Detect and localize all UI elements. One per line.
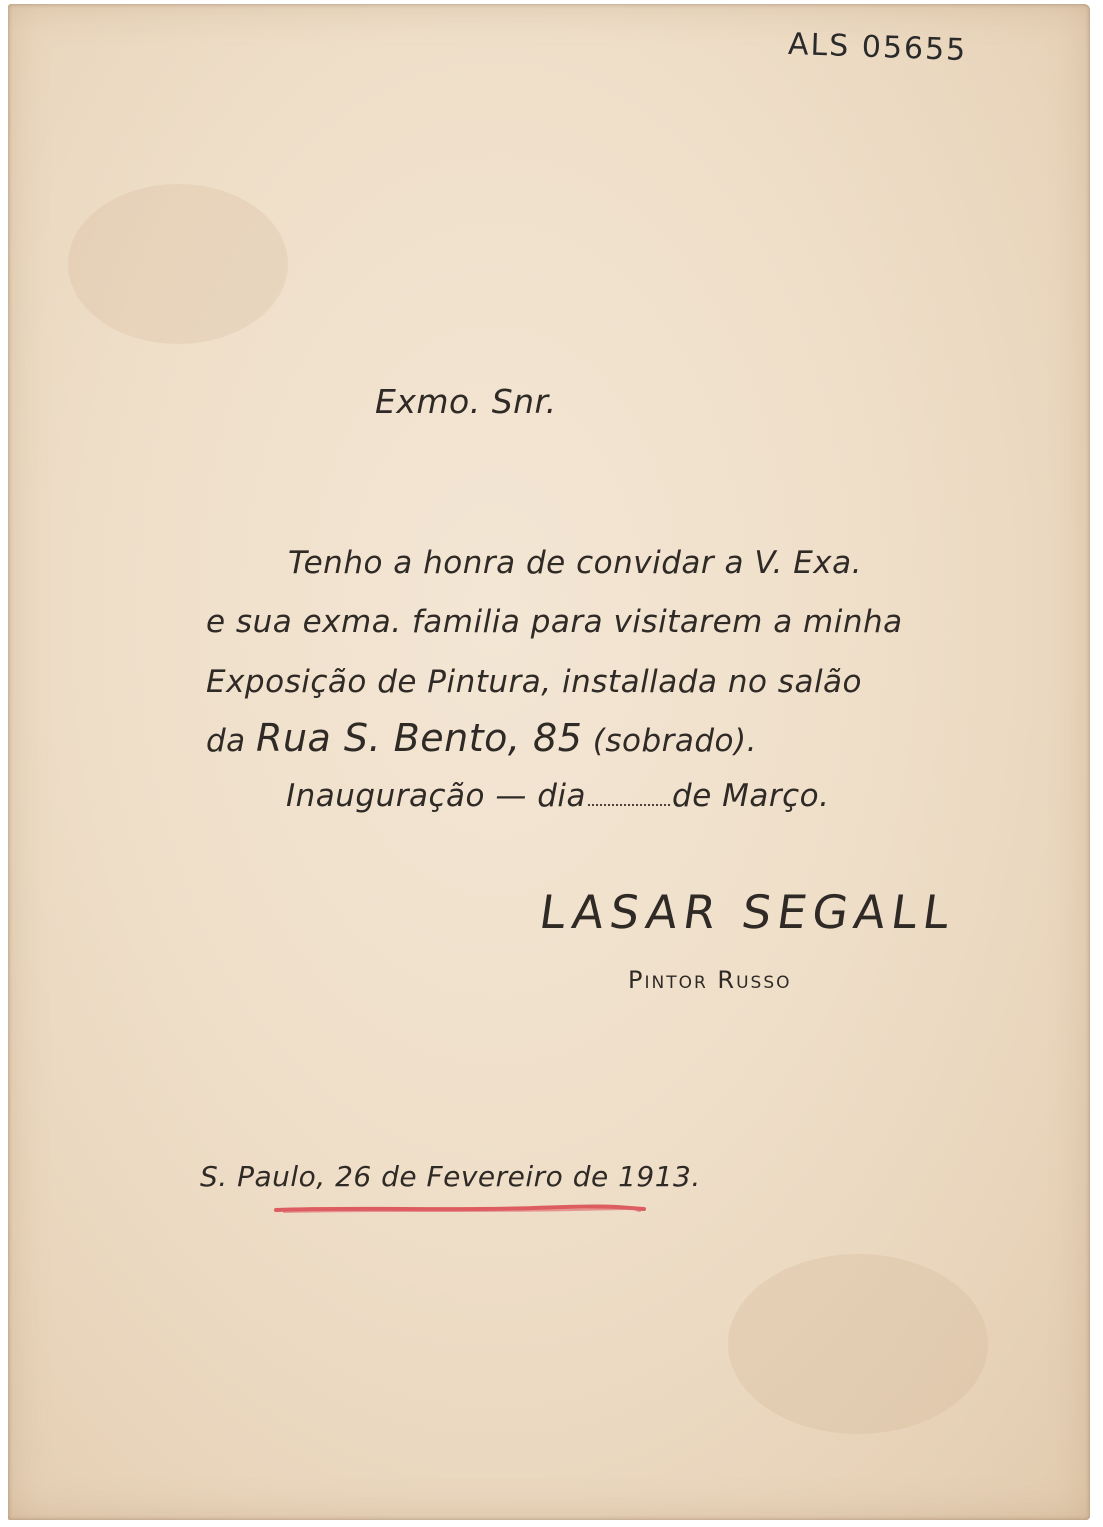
inauguration-label: Inauguração — dia [286, 778, 587, 814]
invitation-line-2: e sua exma. familia para visitarem a minha [206, 604, 903, 640]
place-and-date: S. Paulo, 26 de Fevereiro de 1913. [200, 1160, 701, 1193]
blank-date-dots [588, 804, 670, 806]
invitation-line-3: Exposição de Pintura, installada no salão [206, 664, 863, 700]
salutation: Exmo. Snr. [375, 382, 557, 421]
artist-name: LASAR SEGALL [536, 885, 959, 939]
line-4-prefix: da [206, 723, 246, 759]
invitation-line-1: Tenho a honra de convidar a V. Exa. [288, 545, 862, 581]
red-pencil-underline [274, 1204, 646, 1214]
paper-stain [68, 184, 288, 344]
inauguration-month: de Março. [672, 778, 830, 814]
artist-title: Pintor Russo [628, 966, 792, 994]
invitation-card [8, 4, 1090, 1520]
inauguration-line [286, 778, 829, 814]
paper-stain [728, 1254, 988, 1434]
invitation-line-4 [206, 716, 757, 760]
archive-code: ALS 05655 [787, 26, 968, 69]
exhibition-address: Rua S. Bento, 85 [256, 716, 583, 760]
line-4-suffix: (sobrado). [592, 723, 757, 759]
